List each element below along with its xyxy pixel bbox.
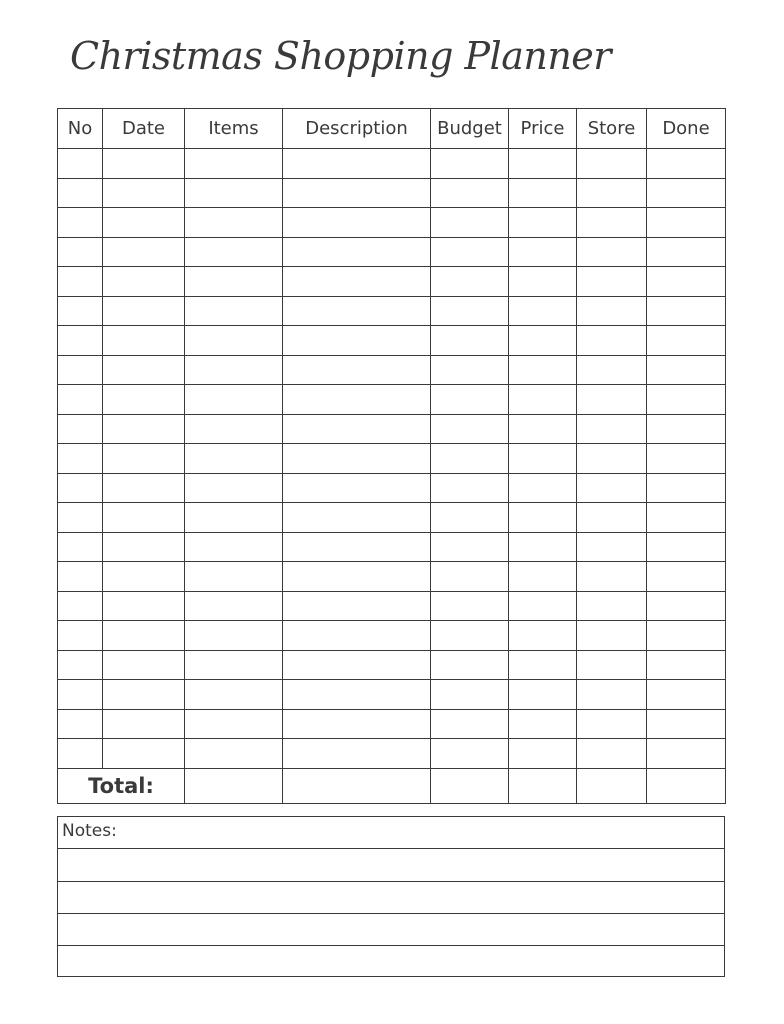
table-cell-price[interactable] [509,444,577,474]
table-cell-description[interactable] [283,267,431,297]
table-body [58,149,726,769]
notes-box [57,816,725,977]
column-header-done: Done [647,109,726,149]
table-cell-done[interactable] [647,562,726,592]
table-row [58,532,726,562]
table-cell-done[interactable] [647,680,726,710]
table-row [58,237,726,267]
table-cell-date[interactable] [103,591,185,621]
table-cell-store[interactable] [577,650,647,680]
table-cell-done[interactable] [647,473,726,503]
table-cell-no[interactable] [58,473,103,503]
table-cell-price[interactable] [509,296,577,326]
table-cell-items[interactable] [185,208,283,238]
table-cell-store[interactable] [577,444,647,474]
table-cell-store[interactable] [577,414,647,444]
table-cell-date[interactable] [103,267,185,297]
table-cell-budget[interactable] [431,591,509,621]
table-cell-store[interactable] [577,355,647,385]
table-cell-date[interactable] [103,149,185,179]
table-cell-items[interactable] [185,621,283,651]
table-row [58,709,726,739]
table-cell-date[interactable] [103,414,185,444]
table-cell-done[interactable] [647,237,726,267]
table-cell-store[interactable] [577,326,647,356]
table-cell-done[interactable] [647,650,726,680]
table-cell-description[interactable] [283,414,431,444]
table-cell-store[interactable] [577,591,647,621]
table-cell-budget[interactable] [431,739,509,769]
column-header-no: No [58,109,103,149]
table-cell-no[interactable] [58,267,103,297]
table-cell-date[interactable] [103,503,185,533]
table-cell-no[interactable] [58,444,103,474]
table-cell-no[interactable] [58,503,103,533]
table-cell-price[interactable] [509,178,577,208]
notes-line[interactable] [58,882,724,914]
table-cell-store[interactable] [577,385,647,415]
column-header-date: Date [103,109,185,149]
table-cell-store[interactable] [577,739,647,769]
table-cell-budget[interactable] [431,326,509,356]
table-cell-budget[interactable] [431,208,509,238]
table-cell-description[interactable] [283,621,431,651]
table-cell-no[interactable] [58,680,103,710]
table-cell-items[interactable] [185,385,283,415]
table-cell-done[interactable] [647,208,726,238]
table-cell-store[interactable] [577,267,647,297]
table-cell-no[interactable] [58,414,103,444]
table-cell-done[interactable] [647,621,726,651]
table-cell-budget[interactable] [431,385,509,415]
table-row [58,385,726,415]
table-cell-date[interactable] [103,355,185,385]
table-cell-done[interactable] [647,296,726,326]
notes-line[interactable] [58,946,724,978]
table-cell-description[interactable] [283,473,431,503]
column-header-budget: Budget [431,109,509,149]
table-cell-no[interactable] [58,237,103,267]
table-cell-price[interactable] [509,473,577,503]
table-cell-no[interactable] [58,621,103,651]
table-cell-items[interactable] [185,326,283,356]
table-cell-description[interactable] [283,650,431,680]
table-cell-description[interactable] [283,503,431,533]
table-cell-price[interactable] [509,650,577,680]
table-cell-items[interactable] [185,709,283,739]
total-cell-description[interactable] [283,769,431,804]
table-cell-items[interactable] [185,178,283,208]
table-cell-price[interactable] [509,149,577,179]
table-row [58,326,726,356]
table-cell-done[interactable] [647,414,726,444]
total-cell-price[interactable] [509,769,577,804]
table-cell-budget[interactable] [431,680,509,710]
table-cell-done[interactable] [647,503,726,533]
table-cell-description[interactable] [283,444,431,474]
table-cell-items[interactable] [185,650,283,680]
table-cell-description[interactable] [283,591,431,621]
table-cell-date[interactable] [103,621,185,651]
shopping-table [57,108,726,804]
table-cell-no[interactable] [58,532,103,562]
table-cell-budget[interactable] [431,650,509,680]
table-cell-store[interactable] [577,178,647,208]
table-row [58,178,726,208]
column-header-price: Price [509,109,577,149]
table-row [58,650,726,680]
table-cell-budget[interactable] [431,621,509,651]
total-cell-done[interactable] [647,769,726,804]
total-row [58,769,726,804]
table-cell-items[interactable] [185,591,283,621]
table-cell-items[interactable] [185,532,283,562]
table-cell-done[interactable] [647,739,726,769]
table-cell-price[interactable] [509,621,577,651]
table-cell-done[interactable] [647,444,726,474]
table-header-row [58,109,726,149]
table-cell-store[interactable] [577,709,647,739]
table-cell-date[interactable] [103,178,185,208]
table-cell-store[interactable] [577,562,647,592]
table-cell-budget[interactable] [431,355,509,385]
table-cell-description[interactable] [283,326,431,356]
table-cell-description[interactable] [283,532,431,562]
table-cell-date[interactable] [103,473,185,503]
table-cell-done[interactable] [647,149,726,179]
table-cell-price[interactable] [509,208,577,238]
table-cell-done[interactable] [647,267,726,297]
table-row [58,621,726,651]
table-row [58,414,726,444]
table-cell-budget[interactable] [431,237,509,267]
table-cell-no[interactable] [58,739,103,769]
table-cell-description[interactable] [283,149,431,179]
table-row [58,267,726,297]
table-cell-no[interactable] [58,562,103,592]
table-cell-budget[interactable] [431,267,509,297]
table-cell-description[interactable] [283,296,431,326]
table-cell-budget[interactable] [431,414,509,444]
table-cell-price[interactable] [509,562,577,592]
table-row [58,149,726,179]
table-cell-description[interactable] [283,739,431,769]
table-cell-description[interactable] [283,680,431,710]
table-cell-store[interactable] [577,503,647,533]
table-cell-done[interactable] [647,178,726,208]
table-cell-price[interactable] [509,414,577,444]
table-cell-description[interactable] [283,178,431,208]
table-cell-items[interactable] [185,562,283,592]
table-cell-items[interactable] [185,414,283,444]
table-cell-date[interactable] [103,326,185,356]
table-cell-description[interactable] [283,237,431,267]
table-cell-done[interactable] [647,326,726,356]
table-cell-description[interactable] [283,709,431,739]
table-cell-budget[interactable] [431,473,509,503]
table-cell-done[interactable] [647,532,726,562]
table-cell-no[interactable] [58,178,103,208]
table-cell-price[interactable] [509,267,577,297]
table-cell-price[interactable] [509,739,577,769]
table-cell-price[interactable] [509,532,577,562]
table-row [58,503,726,533]
table-cell-price[interactable] [509,385,577,415]
table-cell-budget[interactable] [431,503,509,533]
table-row [58,355,726,385]
table-cell-price[interactable] [509,326,577,356]
table-cell-items[interactable] [185,267,283,297]
table-cell-store[interactable] [577,473,647,503]
table-cell-date[interactable] [103,208,185,238]
table-cell-items[interactable] [185,473,283,503]
table-cell-items[interactable] [185,296,283,326]
table-cell-budget[interactable] [431,444,509,474]
total-cell-items[interactable] [185,769,283,804]
table-cell-date[interactable] [103,739,185,769]
table-cell-items[interactable] [185,237,283,267]
notes-line[interactable] [58,849,724,881]
table-cell-done[interactable] [647,591,726,621]
table-cell-store[interactable] [577,208,647,238]
table-row [58,296,726,326]
table-cell-date[interactable] [103,385,185,415]
table-cell-budget[interactable] [431,709,509,739]
table-cell-items[interactable] [185,149,283,179]
table-cell-items[interactable] [185,355,283,385]
table-cell-price[interactable] [509,503,577,533]
table-cell-price[interactable] [509,355,577,385]
table-cell-description[interactable] [283,385,431,415]
table-cell-price[interactable] [509,237,577,267]
table-cell-date[interactable] [103,444,185,474]
table-cell-no[interactable] [58,149,103,179]
table-cell-store[interactable] [577,532,647,562]
table-cell-no[interactable] [58,709,103,739]
table-cell-no[interactable] [58,208,103,238]
table-cell-budget[interactable] [431,178,509,208]
table-cell-items[interactable] [185,444,283,474]
table-row [58,473,726,503]
table-cell-description[interactable] [283,355,431,385]
table-row [58,562,726,592]
table-cell-date[interactable] [103,680,185,710]
table-cell-done[interactable] [647,355,726,385]
table-row [58,208,726,238]
table-cell-date[interactable] [103,296,185,326]
table-cell-store[interactable] [577,621,647,651]
table-cell-budget[interactable] [431,532,509,562]
table-cell-no[interactable] [58,355,103,385]
table-row [58,739,726,769]
table-cell-no[interactable] [58,326,103,356]
table-cell-no[interactable] [58,650,103,680]
table-cell-price[interactable] [509,709,577,739]
table-cell-date[interactable] [103,237,185,267]
table-cell-budget[interactable] [431,296,509,326]
notes-header-row[interactable] [58,817,724,849]
table-row [58,591,726,621]
table-cell-price[interactable] [509,591,577,621]
table-cell-no[interactable] [58,296,103,326]
table-cell-items[interactable] [185,680,283,710]
total-cell-budget[interactable] [431,769,509,804]
total-label: Total: [58,769,185,804]
table-cell-description[interactable] [283,208,431,238]
table-cell-items[interactable] [185,503,283,533]
table-cell-budget[interactable] [431,149,509,179]
column-header-description: Description [283,109,431,149]
table-row [58,444,726,474]
table-cell-no[interactable] [58,385,103,415]
table-cell-done[interactable] [647,385,726,415]
total-cell-store[interactable] [577,769,647,804]
table-cell-store[interactable] [577,296,647,326]
table-cell-store[interactable] [577,680,647,710]
table-cell-budget[interactable] [431,562,509,592]
table-cell-price[interactable] [509,680,577,710]
table-cell-done[interactable] [647,709,726,739]
table-cell-description[interactable] [283,562,431,592]
table-cell-store[interactable] [577,149,647,179]
page-title: Christmas Shopping Planner [70,34,611,78]
column-header-store: Store [577,109,647,149]
notes-line[interactable] [58,914,724,946]
table-cell-date[interactable] [103,709,185,739]
table-cell-no[interactable] [58,591,103,621]
table-cell-date[interactable] [103,650,185,680]
table-cell-date[interactable] [103,562,185,592]
table-cell-store[interactable] [577,237,647,267]
column-header-items: Items [185,109,283,149]
table-row [58,680,726,710]
table-cell-items[interactable] [185,739,283,769]
table-cell-date[interactable] [103,532,185,562]
notes-label: Notes: [62,821,117,841]
